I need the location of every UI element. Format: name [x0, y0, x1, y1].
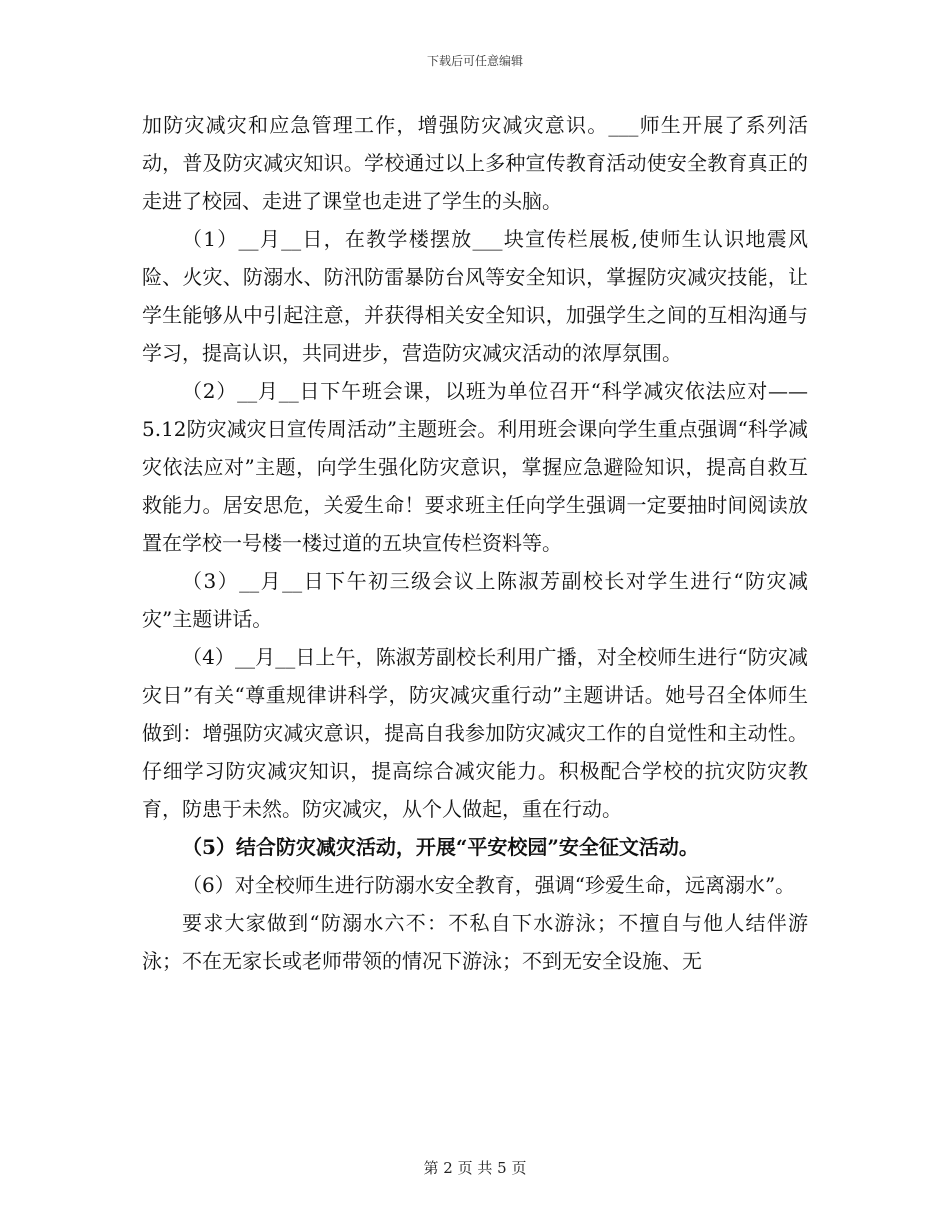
paragraph-item-2: （2）__月__日下午班会课，以班为单位召开“科学减灾依法应对——5.12防灾减灾日宣传周活动”主题班会。利用班会课向学生重点强调“科学减灾依法应对”主题，向学生强化防灾意识，掌握应急避险知识，提高自救互救能力。居安思危，关爱生命！要求班主任向学生强调一定要抽时间阅读放置在学校一号楼一楼过道的五块宣传栏资料等。 — [142, 379, 808, 555]
document-body — [142, 106, 808, 980]
paragraph-intro: 加防灾减灾和应急管理工作，增强防灾减灾意识。___师生开展了系列活动，普及防灾减灾知识。学校通过以上多种宣传教育活动使安全教育真正的走进了校园、走进了课堂也走进了学生的头脑。 — [142, 113, 808, 213]
paragraph-item-1: （1）__月__日，在教学楼摆放___块宣传栏展板,使师生认识地震风险、火灾、防溺水、防汛防雷暴防台风等安全知识，掌握防灾减灾技能，让学生能够从中引起注意，并获得相关安全知识，加强学生之间的互相沟通与学习，提高认识，共同进步，营造防灾减灾活动的浓厚氛围。 — [142, 227, 808, 365]
paragraph-item-5: （5）结合防灾减灾活动，开展“平安校园”安全征文活动。 — [182, 835, 699, 859]
page-number: 第 2 页 共 5 页 — [423, 1159, 527, 1177]
paragraph-requirements: 要求大家做到“防溺水六不：不私自下水游泳；不擅自与他人结伴游泳；不在无家长或老师带领的情况下游泳；不到无安全设施、无 — [142, 911, 808, 973]
paragraph-item-4: （4）__月__日上午，陈淑芳副校长利用广播，对全校师生进行“防灾减灾日”有关“尊重规律讲科学，防灾减灾重行动”主题讲话。她号召全体师生做到：增强防灾减灾意识，提高自我参加防灾减灾工作的自觉性和主动性。仔细学习防灾减灾知识，提高综合减灾能力。积极配合学校的抗灾防灾教育，防患于未然。防灾减灾，从个人做起，重在行动。 — [142, 645, 808, 821]
page-header: 下载后可任意编辑 — [426, 54, 523, 68]
paragraph-item-3: （3）__月__日下午初三级会议上陈淑芳副校长对学生进行“防灾减灾”主题讲话。 — [142, 569, 808, 631]
paragraph-item-6: （6）对全校师生进行防溺水安全教育，强调“珍爱生命，远离溺水”。 — [182, 873, 796, 897]
